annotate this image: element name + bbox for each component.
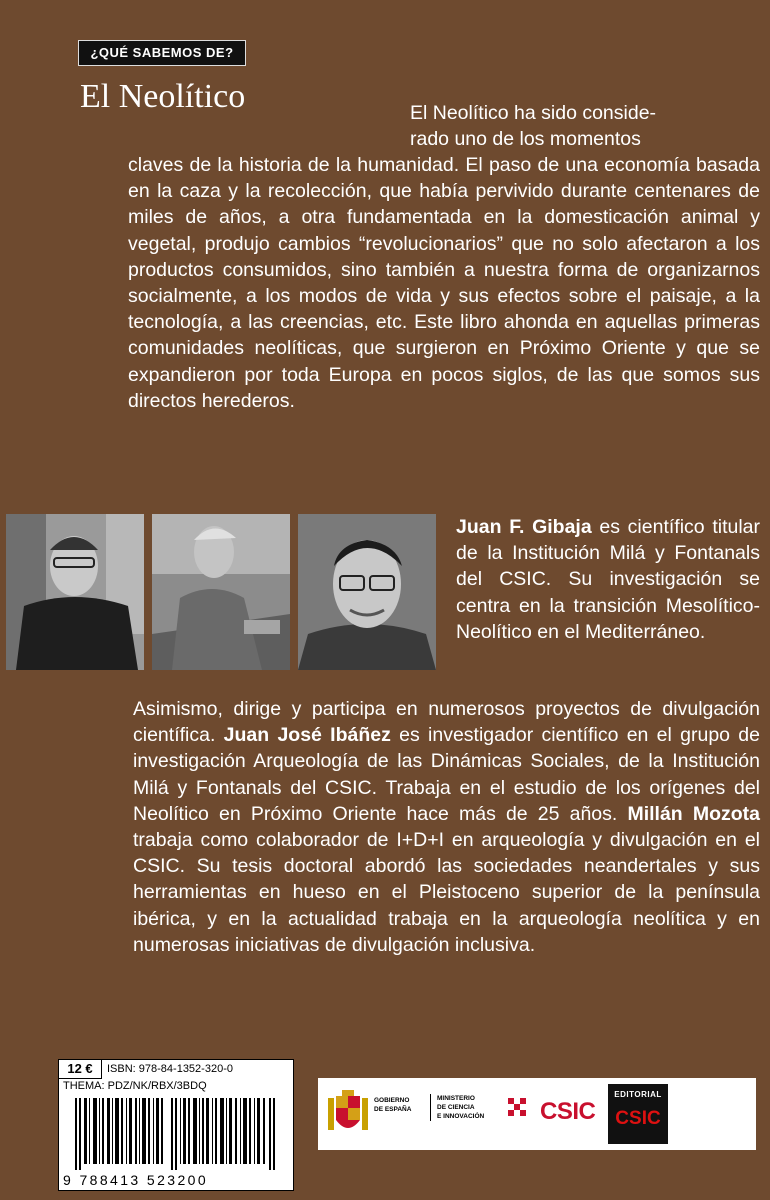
thema-label: THEMA: PDZ/NK/RBX/3BDQ — [63, 1080, 207, 1092]
author-bios — [133, 696, 760, 958]
author-name-ibanez: Juan José Ibáñez — [223, 724, 391, 747]
isbn-label: ISBN: 978-84-1352-320-0 — [107, 1063, 233, 1075]
author-name-mozota: Millán Mozota — [627, 802, 760, 825]
book-title: El Neolítico — [80, 78, 246, 115]
author-bio-gibaja-text: es científico titular de la Institución Milá y Fontanals del CSIC. Su investigación se centra en la transición Mesolítico-Neolítico en el Mediterráneo. — [456, 516, 761, 643]
author-bio-ibanez: es investigador científico en el grupo de investigación Arqueología de las Dinámicas Sociales, de la Institución Milá y Fontanals del CSIC. Trabaja en el estudio de los orígenes del Neolítico en Próximo Oriente hace más de 25 años. — [133, 724, 760, 825]
csic-wordmark: CSIC — [540, 1098, 596, 1125]
editorial-csic-wordmark: CSIC — [615, 1108, 661, 1129]
author-photo-ibanez — [152, 514, 290, 670]
author-name-gibaja: Juan F. Gibaja — [456, 516, 592, 538]
ministerio-text — [430, 1094, 484, 1121]
author-bio-gibaja — [456, 514, 760, 645]
author-photo-gibaja — [6, 514, 144, 670]
summary-line-1: El Neolítico ha sido conside- — [410, 102, 657, 124]
editorial-csic-logo — [608, 1084, 668, 1144]
gobierno-line-1: GOBIERNO — [374, 1097, 410, 1104]
ministerio-line-1: MINISTERIO — [437, 1095, 475, 1102]
gobierno-text — [374, 1096, 411, 1114]
barcode-number: 9 788413 523200 — [63, 1172, 208, 1188]
barcode-image — [75, 1098, 275, 1170]
publisher-logos — [318, 1078, 756, 1150]
ministerio-line-2: DE CIENCIA — [437, 1104, 475, 1111]
author-bio-gibaja-cont: Asimismo, dirige y participa en numerosos proyectos de divulgación científica. — [133, 698, 760, 747]
ministerio-line-3: E INNOVACIÓN — [437, 1113, 485, 1120]
editorial-label: EDITORIAL — [614, 1090, 662, 1099]
summary-text: claves de la historia de la humanidad. El paso de una economía basada en la caza y la recolección, que había pervivido durante centenares de miles de años, a otra fundamentada en la domesticación animal y vegetal, produjo cambios “revolucionarios” que no solo afectaron a los productos consumidos, sino también a nuestra forma de organizarnos socialmente, a los modos de vida y sus efectos sobre el paisaje, a la tecnología, a las creencias, etc. Este libro ahonda en aquellas primeras comunidades neolíticas, que surgieron en Próximo Oriente y que se expandieron por toda Europa en pocos siglos, de las que somos sus directos herederos. — [128, 154, 760, 412]
price-isbn-box — [58, 1059, 294, 1191]
series-tag: ¿QUÉ SABEMOS DE? — [78, 40, 246, 66]
author-bio-mozota: trabaja como colaborador de I+D+I en arqueología y divulgación en el CSIC. Su tesis doctoral abordó las sociedades neandertales y sus herramientas en hueso en el Pleistoceno superior de la península ibérica, y en la actualidad trabaja en la arqueología neolítica y en numerosas iniciativas de divulgación inclusiva. — [133, 829, 760, 956]
price-label: 12 € — [59, 1060, 102, 1079]
spain-coat-of-arms-icon — [326, 1090, 370, 1138]
summary-opening — [410, 100, 760, 152]
gobierno-line-2: DE ESPAÑA — [374, 1106, 412, 1113]
summary-line-2: rado uno de los momentos — [410, 128, 641, 151]
author-photo-mozota — [298, 514, 436, 670]
